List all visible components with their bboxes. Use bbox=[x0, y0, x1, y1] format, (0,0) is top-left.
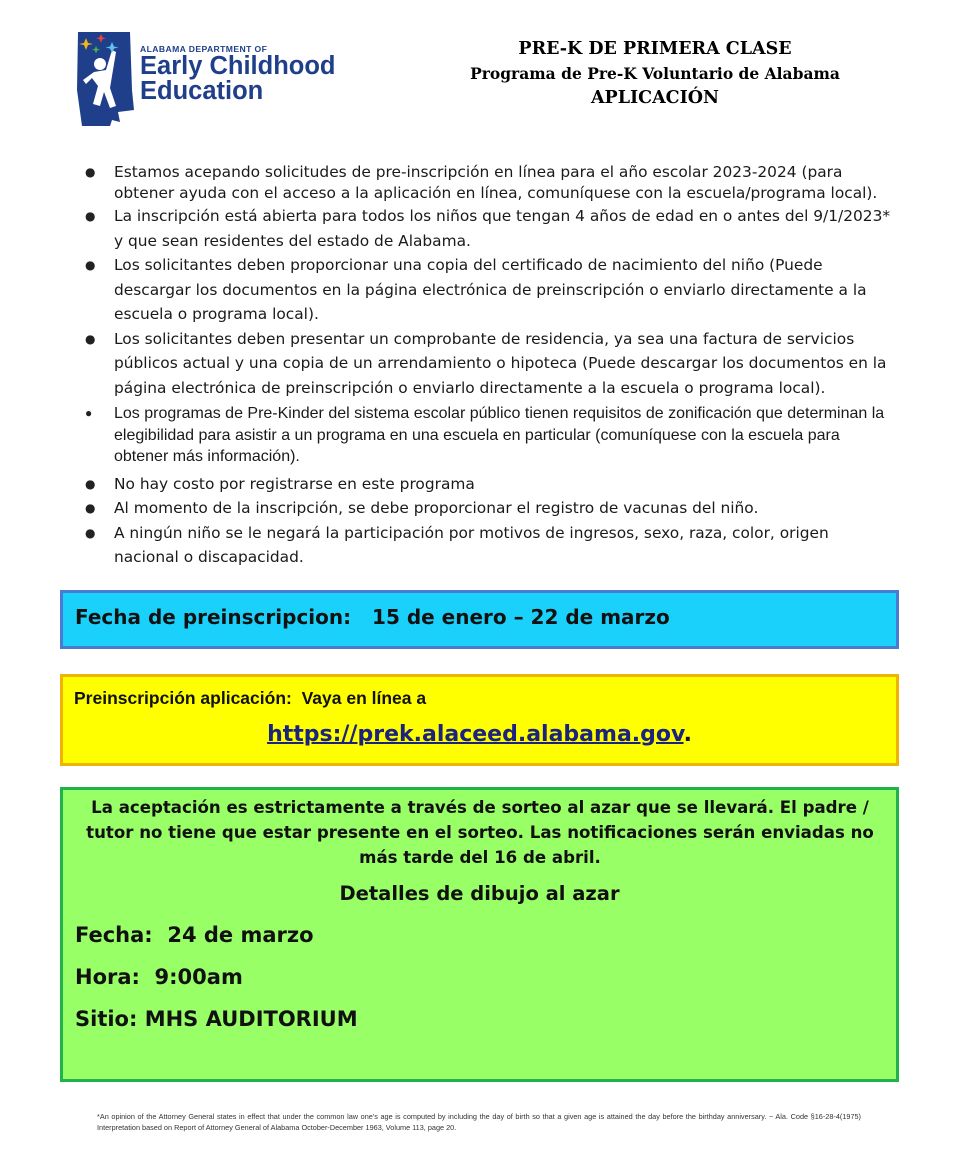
draw-details-title: Detalles de dibujo al azar bbox=[339, 882, 620, 905]
list-item: ● La inscripción está abierta para todos los niños que tengan 4 años de edad en o antes del 9/1/2023* y que sean residentes del estado de Alabama. bbox=[85, 204, 897, 253]
preregistration-dates: Fecha de preinscripcion: 15 de enero – 22 de marzo bbox=[75, 605, 670, 629]
list-item: ● Al momento de la inscripción, se debe proporcionar el registro de vacunas del niño. bbox=[85, 496, 897, 521]
agency-logo bbox=[74, 30, 354, 130]
list-item: ● Los programas de Pre-Kinder del sistema escolar público tienen requisitos de zonificación que determinan la elegibilidad para asistir a un programa en una escuela en particular (comuníquese con la escuela para obtener más información). bbox=[85, 403, 897, 468]
draw-location: Sitio: MHS AUDITORIUM bbox=[75, 1007, 358, 1031]
document-type: APLICACIÓN bbox=[590, 88, 720, 108]
alabama-state-child-icon bbox=[74, 30, 136, 128]
list-item: ● Los solicitantes deben presentar un comprobante de residencia, ya sea una factura de servicios públicos actual y una copia de un arrendamiento o hipoteca (Puede descargar los documentos en la página electrónica de preinscripción o enviarlo directamente a la escuela o programa local). bbox=[85, 327, 897, 401]
application-link[interactable]: https://prek.alaceed.alabama.gov bbox=[267, 722, 684, 747]
url-period: . bbox=[683, 722, 692, 747]
draw-time: Hora: 9:00am bbox=[75, 965, 243, 989]
logo-line-1: Early Childhood bbox=[140, 52, 336, 80]
application-box bbox=[60, 674, 899, 766]
draw-date: Fecha: 24 de marzo bbox=[75, 923, 314, 947]
lottery-box bbox=[60, 787, 899, 1082]
preregistration-dates-box bbox=[60, 590, 899, 649]
requirements-list bbox=[85, 162, 897, 570]
application-url-row bbox=[63, 722, 896, 747]
list-item: ● No hay costo por registrarse en este programa bbox=[85, 472, 897, 497]
page-title: PRE-K DE PRIMERA CLASE bbox=[518, 39, 792, 59]
footnote: *An opinion of the Attorney General states in effect that under the common law one's age is computed by including the day of birth so that a given age is attained the day before the birthday anniversary. ~ Ala. Code §16-28-4(1975) Interpretation based on Report of Attorney General of Alabama October-December 1963, Volume 113, page 20. bbox=[97, 1112, 861, 1132]
list-item: ● Estamos acepando solicitudes de pre-inscripción en línea para el año escolar 2023-2024 (para obtener ayuda con el acceso a la aplicación en línea, comuníquese con la escuela/programa local). bbox=[85, 162, 897, 204]
header-titles bbox=[445, 36, 865, 111]
lottery-notice: La aceptación es estrictamente a través de sorteo al azar que se llevará. El padre / tutor no tiene que estar presente en el sorteo. Las notificaciones serán enviadas no más tarde del 16 de abril. bbox=[86, 798, 874, 867]
application-instruction: Preinscripción aplicación: Vaya en línea a bbox=[74, 688, 427, 708]
list-item: ● Los solicitantes deben proporcionar una copia del certificado de nacimiento del niño (Puede descargar los documentos en la página electrónica de preinscripción o enviarlo directamente a la escuela o programa local). bbox=[85, 253, 897, 327]
logo-department-label: ALABAMA DEPARTMENT OF bbox=[140, 44, 268, 54]
logo-line-2: Education bbox=[140, 77, 264, 105]
page-subtitle: Programa de Pre-K Voluntario de Alabama bbox=[470, 64, 840, 83]
list-item: ● A ningún niño se le negará la participación por motivos de ingresos, sexo, raza, color, origen nacional o discapacidad. bbox=[85, 521, 897, 570]
